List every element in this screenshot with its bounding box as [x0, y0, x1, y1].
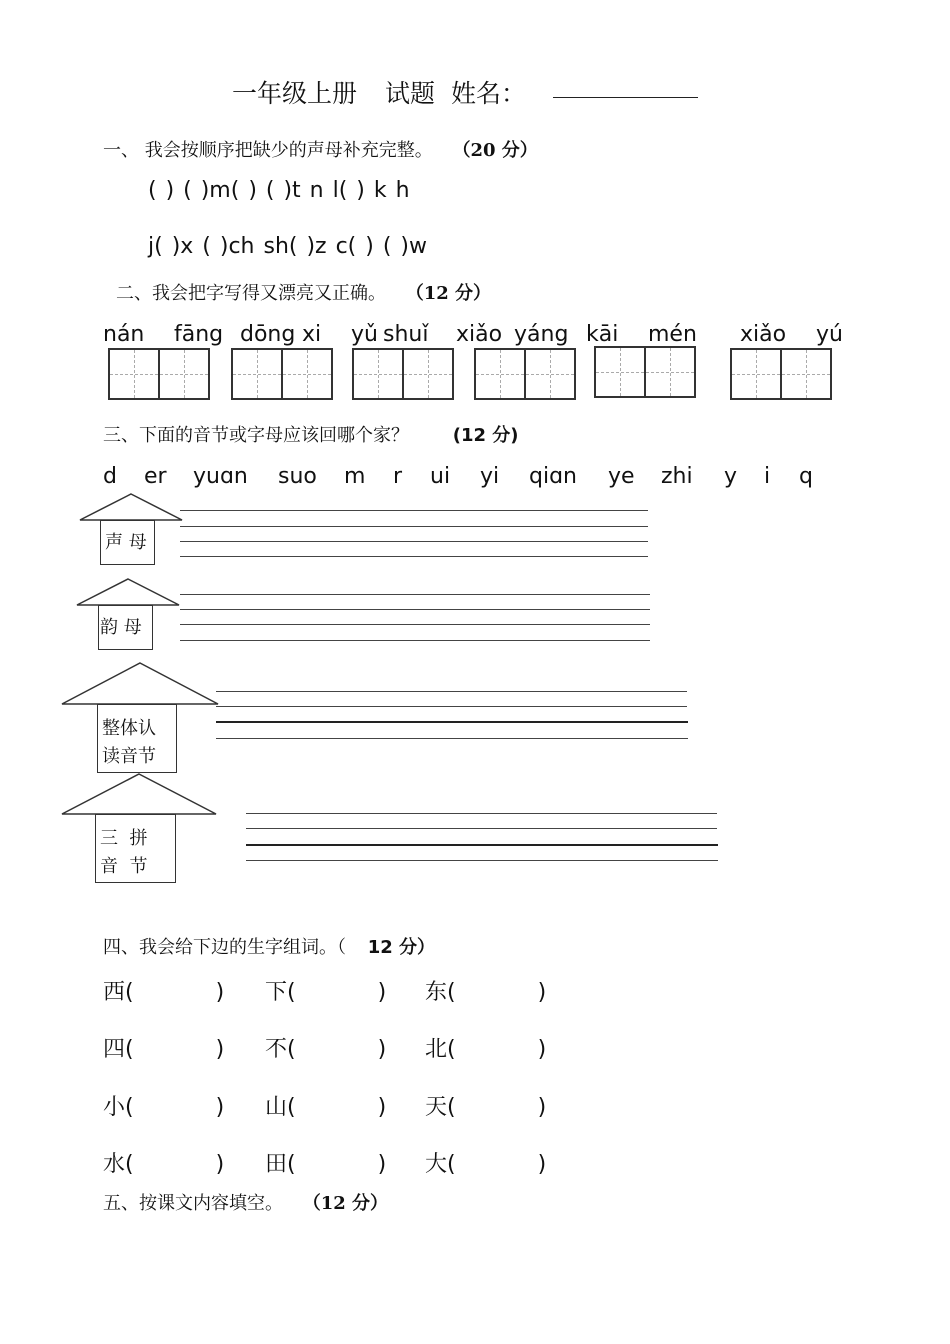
- section5-heading: [103, 1189, 388, 1215]
- house-roof-yunmu: [75, 577, 181, 607]
- word-item[interactable]: 东( ): [425, 980, 547, 1005]
- house-zhengti: [97, 704, 177, 773]
- word-char: 山: [265, 1095, 288, 1120]
- writing-cell[interactable]: [474, 348, 526, 400]
- word-char: 不: [265, 1037, 288, 1062]
- word-char: 小: [103, 1095, 126, 1120]
- word-char: 大: [425, 1152, 448, 1177]
- word-item[interactable]: 四( ): [103, 1037, 225, 1062]
- item-i: i: [764, 464, 771, 489]
- writing-cell[interactable]: [108, 348, 160, 400]
- word-item[interactable]: 水( ): [103, 1152, 225, 1177]
- writing-cell[interactable]: [281, 348, 333, 400]
- item-qian: qiɑn: [529, 464, 577, 489]
- section5-heading-text: 五、按课文内容填空。: [103, 1193, 283, 1214]
- pinyin-yang: yáng: [514, 322, 569, 347]
- item-zhi: zhi: [661, 464, 693, 489]
- answer-line[interactable]: [246, 844, 718, 846]
- section1-heading-text: 一、 我会按顺序把缺少的声母补充完整。: [103, 140, 433, 161]
- item-suo: suo: [278, 464, 317, 489]
- answer-line[interactable]: [246, 813, 717, 814]
- title-text: 一年级上册: [232, 79, 358, 108]
- item-ye: ye: [608, 464, 635, 489]
- writing-grid-dongxi: [231, 348, 331, 400]
- section1-row1: ( ) ( )m( ) ( )t n l( ) k h: [148, 178, 410, 203]
- answer-line[interactable]: [180, 609, 650, 610]
- item-y: y: [724, 464, 738, 489]
- name-blank-line[interactable]: [553, 97, 698, 98]
- section1-heading: [103, 136, 538, 162]
- word-item[interactable]: 田( ): [265, 1152, 387, 1177]
- section4-heading-text: 四、我会给下边的生字组词。（: [103, 937, 346, 958]
- answer-line[interactable]: [180, 556, 648, 557]
- house-shengmu: [100, 520, 155, 565]
- answer-line[interactable]: [246, 860, 718, 861]
- section2-heading: [116, 279, 491, 305]
- item-yi: yi: [480, 464, 500, 489]
- section1-points: （20 分）: [452, 140, 538, 161]
- answer-line[interactable]: [216, 721, 688, 723]
- section3-points: (12 分): [452, 425, 519, 446]
- answer-line[interactable]: [216, 706, 687, 707]
- writing-grid-nanfang: [108, 348, 208, 400]
- word-char: 水: [103, 1152, 126, 1177]
- house-zhengti-label-2: 读音节: [102, 746, 156, 767]
- word-item[interactable]: 天( ): [425, 1095, 547, 1120]
- house-roof-shengmu: [78, 492, 184, 522]
- item-r: r: [393, 464, 403, 489]
- writing-cell[interactable]: [524, 348, 576, 400]
- word-item[interactable]: 西( ): [103, 980, 225, 1005]
- word-item[interactable]: 下( ): [265, 980, 387, 1005]
- writing-cell[interactable]: [594, 346, 646, 398]
- house-yunmu-label: 韵 母: [100, 617, 142, 638]
- word-item[interactable]: 不( ): [265, 1037, 387, 1062]
- house-yunmu: [98, 605, 153, 650]
- name-label: 姓名：: [450, 79, 526, 108]
- item-ui: ui: [430, 464, 451, 489]
- section2-points: （12 分）: [405, 283, 492, 304]
- section1-row2: j( )x ( )ch sh( )z c( ) ( )w: [148, 234, 427, 259]
- house-sanpin-label-2: 音 节: [100, 856, 148, 877]
- pinyin-yu: yǔ: [351, 322, 378, 347]
- pinyin-yu2: yú: [816, 322, 843, 347]
- word-item[interactable]: 小( ): [103, 1095, 225, 1120]
- word-item[interactable]: 山( ): [265, 1095, 387, 1120]
- section2-heading-text: 二、我会把字写得又漂亮又正确。: [116, 283, 386, 304]
- writing-grid-yushui: [352, 348, 452, 400]
- pinyin-fang: fāng: [174, 322, 224, 347]
- item-yuan: yuɑn: [193, 464, 248, 489]
- answer-line[interactable]: [216, 691, 687, 692]
- pinyin-dong: dōng: [240, 322, 296, 347]
- writing-grid-kaimen: [594, 346, 694, 398]
- house-roof-zhengti: [60, 661, 220, 707]
- writing-cell[interactable]: [402, 348, 454, 400]
- house-sanpin: [95, 814, 176, 883]
- pinyin-kai: kāi: [586, 322, 619, 347]
- pinyin-xiao2: xiǎo: [740, 322, 787, 347]
- word-char: 四: [103, 1037, 126, 1062]
- writing-cell[interactable]: [644, 346, 696, 398]
- writing-cell[interactable]: [780, 348, 832, 400]
- house-shengmu-label: 声 母: [105, 532, 147, 553]
- section3-heading-text: 三、下面的音节或字母应该回哪个家？: [103, 425, 409, 446]
- answer-line[interactable]: [246, 828, 717, 829]
- writing-cell[interactable]: [158, 348, 210, 400]
- writing-cell[interactable]: [231, 348, 283, 400]
- word-char: 天: [425, 1095, 448, 1120]
- word-item[interactable]: 北( ): [425, 1037, 547, 1062]
- section5-points: （12 分）: [302, 1193, 389, 1214]
- page-title: [232, 74, 526, 110]
- pinyin-nan: nán: [103, 322, 145, 347]
- writing-cell[interactable]: [730, 348, 782, 400]
- pinyin-shui: shuǐ: [383, 322, 429, 347]
- answer-line[interactable]: [180, 594, 650, 595]
- section4-heading: [103, 933, 435, 959]
- pinyin-xiao: xiǎo: [456, 322, 503, 347]
- writing-grid-xiaoyang: [474, 348, 574, 400]
- item-q: q: [799, 464, 813, 489]
- writing-grid-xiaoyu: [730, 348, 830, 400]
- answer-line[interactable]: [180, 526, 648, 527]
- writing-cell[interactable]: [352, 348, 404, 400]
- section4-points: 12 分）: [367, 937, 436, 958]
- answer-line[interactable]: [216, 738, 688, 739]
- house-sanpin-label-1: 三 拼: [100, 828, 148, 849]
- word-char: 东: [425, 980, 448, 1005]
- answer-line[interactable]: [180, 624, 650, 625]
- word-char: 下: [265, 980, 288, 1005]
- section3-heading: [103, 421, 519, 447]
- subtitle-text: 试题: [384, 79, 435, 108]
- pinyin-men: mén: [648, 322, 697, 347]
- pinyin-xi: xi: [302, 322, 322, 347]
- answer-line[interactable]: [180, 541, 648, 542]
- house-zhengti-label-1: 整体认: [102, 718, 156, 739]
- item-d: d: [103, 464, 117, 489]
- word-char: 田: [265, 1152, 288, 1177]
- item-er: er: [144, 464, 167, 489]
- item-m: m: [344, 464, 366, 489]
- word-char: 西: [103, 980, 126, 1005]
- house-roof-sanpin: [60, 772, 218, 816]
- word-item[interactable]: 大( ): [425, 1152, 547, 1177]
- answer-line[interactable]: [180, 640, 650, 641]
- word-char: 北: [425, 1037, 448, 1062]
- answer-line[interactable]: [180, 510, 648, 511]
